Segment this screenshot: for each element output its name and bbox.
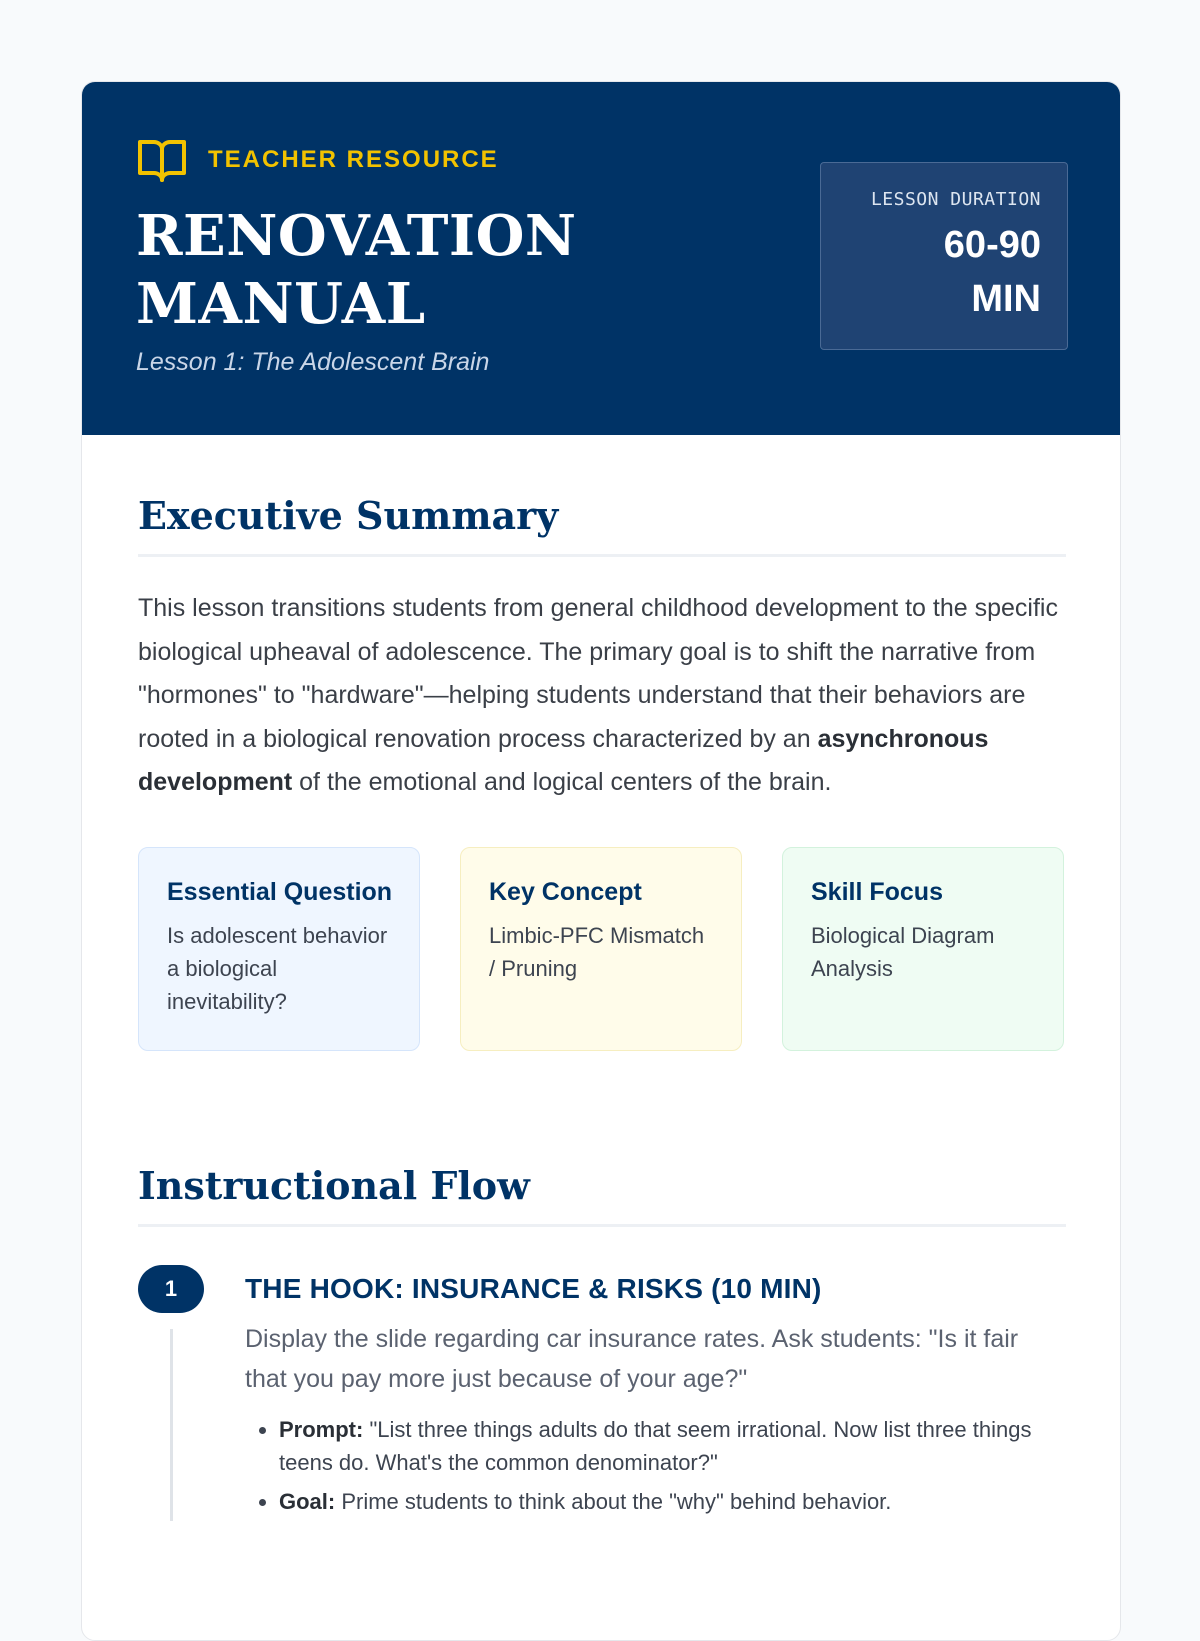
bullet-label: Goal:: [279, 1488, 336, 1514]
bullet-label: Prompt:: [279, 1416, 364, 1442]
lesson-content: [82, 435, 1120, 1518]
summary-paragraph: [138, 587, 1066, 805]
step-number-badge: 1: [138, 1265, 204, 1313]
flow-section-header: [138, 1051, 1066, 1227]
step-description: Display the slide regarding car insurance rates. Ask students: "Is it fair that you pay more just because of your age?": [245, 1324, 1019, 1393]
title-line-1: RENOVATION: [136, 203, 577, 269]
step-title: THE HOOK: INSURANCE & RISKS (10 MIN): [245, 1272, 822, 1304]
summary-text-before: This lesson transitions students from general childhood development to the specific biological upheaval of adolescence. The primary goal is to shift the narrative from "hormones" to "hardware"—helping students understand that their behaviors are rooted in a biological renovation process characterized by an: [138, 594, 1058, 753]
duration-value-line-2: MIN: [971, 278, 1041, 320]
lesson-subtitle: Lesson 1: The Adolescent Brain: [136, 348, 490, 376]
list-item: [279, 1485, 1066, 1518]
step-bullet-list: [245, 1413, 1066, 1518]
skill-focus-box: [782, 847, 1064, 1051]
step-connector-line: [170, 1329, 173, 1521]
box-title: Key Concept: [489, 877, 642, 906]
duration-value-line-1: 60-90: [943, 224, 1041, 266]
list-item: [279, 1413, 1066, 1479]
flow-heading: Instructional Flow: [138, 1162, 530, 1208]
box-title: Skill Focus: [811, 877, 943, 906]
lesson-card: [81, 81, 1121, 1641]
concept-boxes: [138, 847, 1066, 1051]
summary-text-bold: asynchronous development: [138, 724, 989, 796]
summary-text-after: of the emotional and logical centers of the brain.: [292, 768, 832, 796]
box-title: Essential Question: [167, 877, 393, 906]
bullet-text: Prime students to think about the "why" behind behavior.: [335, 1488, 892, 1514]
box-text: Limbic-PFC Mismatch / Pruning: [489, 922, 705, 981]
title-line-2: MANUAL: [136, 271, 426, 337]
flow-step: [138, 1265, 1066, 1518]
duration-box: [820, 162, 1068, 350]
summary-heading: Executive Summary: [138, 493, 559, 538]
lesson-header: [82, 82, 1120, 435]
duration-label: LESSON DURATION: [870, 189, 1041, 210]
essential-question-box: [138, 847, 420, 1051]
summary-section-header: [138, 435, 1066, 557]
book-open-icon: [136, 136, 188, 184]
box-text: Is adolescent behavior a biological inevitability?: [167, 922, 388, 1014]
key-concept-box: [460, 847, 742, 1051]
duration-value: [821, 218, 1041, 326]
box-text: Biological Diagram Analysis: [811, 922, 995, 981]
resource-label: TEACHER RESOURCE: [208, 146, 499, 173]
bullet-text: "List three things adults do that seem irrational. Now list three things teens do. What's the common denominator?": [279, 1416, 1032, 1475]
